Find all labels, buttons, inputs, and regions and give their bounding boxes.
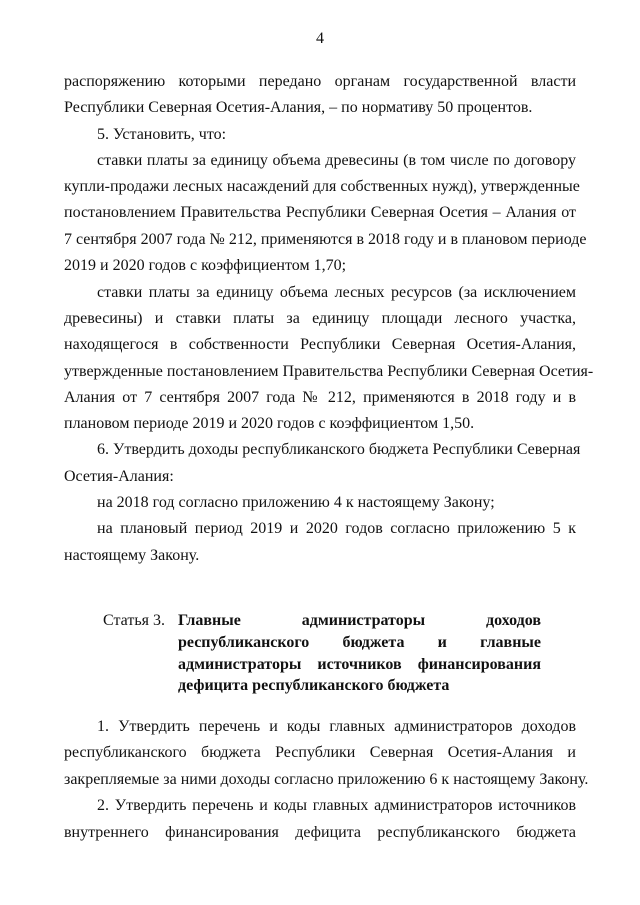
text-line: ставки платы за единицу объема лесных ресурсов (за исключением (97, 284, 576, 301)
article-title-line: дефицита республиканского бюджета (178, 677, 450, 694)
text-line: Осетия-Алания: (64, 468, 174, 485)
text-line: закрепляемые за ними доходы согласно приложению 6 к настоящему Закону. (64, 771, 589, 788)
text-line: 7 сентября 2007 года № 212, применяются в 2018 году и в плановом периоде (64, 231, 587, 248)
text-line: внутреннего финансирования дефицита республиканского бюджета (64, 824, 576, 841)
text-line: на плановый период 2019 и 2020 годов согласно приложению 5 к (97, 520, 576, 537)
article-label: Статья 3. (103, 612, 165, 629)
text-line: утвержденные постановлением Правительства Республики Северная Осетия- (64, 363, 594, 380)
text-line: купли-продажи лесных насаждений для собственных нужд), утвержденные (64, 178, 580, 195)
article-title-line: республиканского бюджета и главные (178, 634, 541, 651)
article-title-line: Главные администраторы доходов (178, 612, 541, 629)
text-line: Алания от 7 сентября 2007 года № 212, применяются в 2018 году и в (64, 389, 576, 406)
text-line: на 2018 год согласно приложению 4 к настоящему Закону; (97, 494, 495, 511)
text-line: 2. Утвердить перечень и коды главных администраторов источников (97, 797, 576, 814)
text-line: ставки платы за единицу объема древесины (в том числе по договору (97, 152, 576, 169)
text-line: республиканского бюджета Республики Северная Осетия-Алания и (64, 744, 576, 761)
text-line: древесины) и ставки платы за единицу площади лесного участка, (64, 310, 576, 327)
text-line: распоряжению которыми передано органам государственной власти (64, 73, 576, 90)
text-line: Республики Северная Осетия-Алания, – по нормативу 50 процентов. (64, 99, 533, 116)
page-number: 4 (316, 30, 324, 47)
text-line: 6. Утвердить доходы республиканского бюджета Республики Северная (97, 441, 581, 458)
text-line: 5. Установить, что: (97, 126, 227, 143)
text-line: плановом периоде 2019 и 2020 годов с коэффициентом 1,50. (64, 415, 475, 432)
text-line: настоящему Закону. (64, 547, 200, 564)
text-line: постановлением Правительства Республики Северная Осетия – Алания от (64, 204, 576, 221)
text-line: находящегося в собственности Республики Северная Осетия-Алания, (64, 336, 576, 353)
article-title-line: администраторы источников финансирования (178, 656, 541, 673)
text-line: 1. Утвердить перечень и коды главных администраторов доходов (97, 718, 576, 735)
text-line: 2019 и 2020 годов с коэффициентом 1,70; (64, 257, 347, 274)
